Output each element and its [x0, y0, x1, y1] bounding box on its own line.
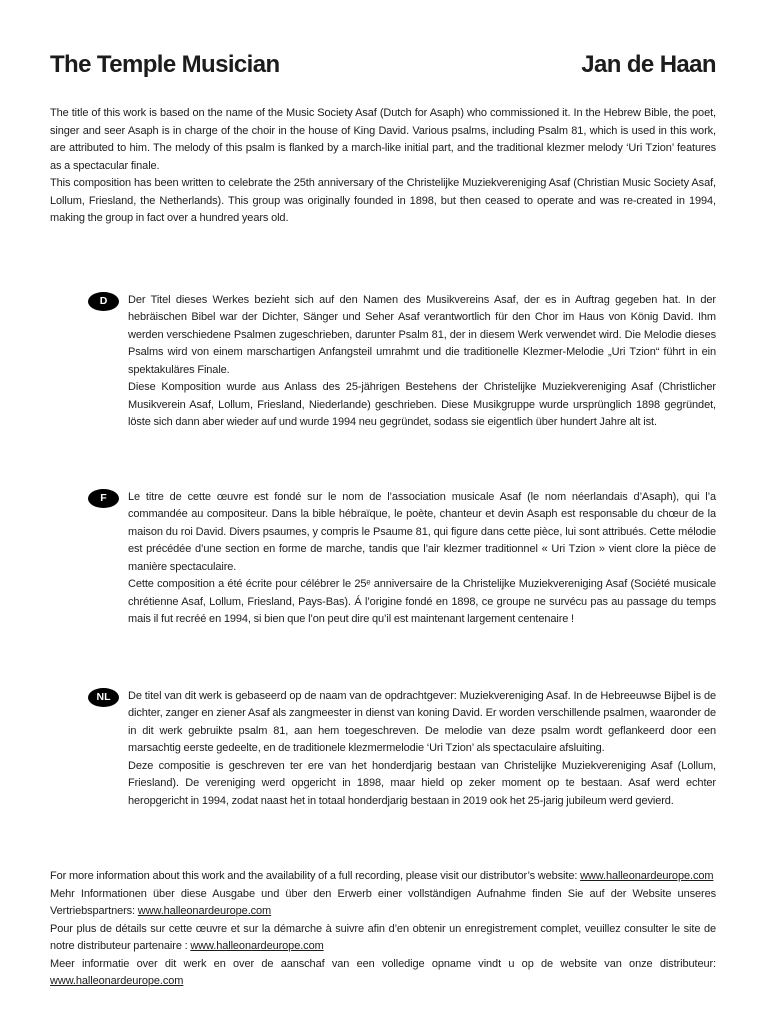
lang-section-german — [50, 292, 716, 432]
footer-text-nl: Meer informatie over dit werk en over de aanschaf van een volledige opname vindt u op de website van onze distributeur: — [50, 957, 716, 970]
distributor-link-en[interactable]: www.halleonardeurope.com — [580, 870, 714, 883]
distributor-link-de[interactable]: www.halleonardeurope.com — [137, 905, 272, 918]
footer-text-de: Mehr Informationen über diese Ausgabe und über den Erwerb einer vollständigen Aufnahme finden Sie auf der Website unseres Vertriebspartners: — [50, 887, 716, 918]
footer-text-en: For more information about this work and the availability of a full recording, please visit our distributor’s website: — [50, 870, 581, 883]
footer-entry-fr — [50, 921, 716, 956]
section-text-french — [128, 489, 716, 629]
composer-name: Jan de Haan — [581, 51, 716, 78]
intro-paragraph: This composition has been written to celebrate the 25th anniversary of the Christelijke Muziekvereniging Asaf (Christian Music Society Asaf, Lollum, Friesland, the Netherlands). This group was originally founded in 1898, but then ceased to operate and was re-created in 1994, making the group in fact over a hundred years old. — [50, 177, 716, 225]
section-paragraph: De titel van dit werk is gebaseerd op de naam van de opdrachtgever: Muziekvereniging Asaf. In de Hebreeuwse Bijbel is de dichter, zanger en ziener Asaf als zangmeester in dienst van koning David. Er worden verschillende psalmen, waaronder de in dit werk gebruikte psalm 81, aan hem toegeschreven. De melodie van deze psalm wordt geflankeerd door een marsachtig eerste gedeelte, en de traditionele klezmermelodie ‘Uri Tzion’ als spectaculaire afsluiting. — [128, 689, 716, 755]
badge-column — [88, 489, 128, 508]
lang-badge-d: D — [88, 292, 119, 311]
footer-entry-de — [50, 886, 716, 921]
footer-entry-nl — [50, 956, 716, 991]
intro-paragraph: The title of this work is based on the name of the Music Society Asaf (Dutch for Asaph) who commissioned it. In the Hebrew Bible, the poet, singer and seer Asaph is in charge of the choir in the house of King David. Various psalms, including Psalm 81, which is used in this work, are attributed to him. The melody of this psalm is flanked by a march-like initial part, and the traditional klezmer melody ‘Uri Tzion’ features as a spectacular finale. — [50, 107, 716, 172]
lang-badge-f: F — [88, 489, 119, 508]
header — [50, 52, 716, 78]
section-paragraph: Diese Komposition wurde aus Anlass des 25-jährigen Bestehens der Christelijke Muziekvereniging Asaf (Christlicher Musikverein Asaf, Lollum, Friesland, Niederlande) geschrieben. Diese Musikgruppe wurde ursprünglich 1898 gegründet, löste sich dann aber wieder auf und wurde 1994 neu gegründet, sodass sie eigentlich über hundert Jahre alt ist. — [128, 381, 716, 429]
intro-english — [50, 105, 716, 228]
section-paragraph: Der Titel dieses Werkes bezieht sich auf den Namen des Musikvereins Asaf, der es in Auftrag gegeben hat. In der hebräischen Bibel war der Dichter, Sänger und Seher Asaf verantwortlich für den Chor im Haus von König David. Ihm werden verschiedene Psalmen zugeschrieben, darunter Psalm 81, der in diesem Werk verwendet wird. Die Melodie dieses Psalms wird von einem marschartigen Anfangsteil umrahmt und die traditionelle Klezmer-Melodie „Uri Tzion“ führt in ein spektakuläres Finale. — [128, 293, 716, 376]
section-text-dutch — [128, 688, 716, 811]
badge-column — [88, 688, 128, 707]
lang-section-dutch — [50, 688, 716, 811]
lang-badge-nl: NL — [88, 688, 119, 707]
section-text-german — [128, 292, 716, 432]
distributor-link-fr[interactable]: www.halleonardeurope.com — [190, 940, 324, 953]
footer-entry-en — [50, 868, 716, 886]
badge-column — [88, 292, 128, 311]
distributor-footer — [50, 868, 716, 991]
section-paragraph: Deze compositie is geschreven ter ere van het honderdjarig bestaan van Christelijke Muziekvereniging Asaf (Lollum, Friesland). De vereniging werd opgericht in 1898, maar hield op zeker moment op te bestaan. Asaf werd echter heropgericht in 1994, zodat naast het in totaal honderdjarig bestaan in 2019 ook het 25-jarig jubileum werd gevierd. — [128, 759, 716, 807]
lang-section-french — [50, 489, 716, 629]
distributor-link-nl[interactable]: www.halleonardeurope.com — [50, 975, 184, 988]
section-paragraph: Cette composition a été écrite pour célébrer le 25ᵉ anniversaire de la Christelijke Muziekvereniging Asaf (Société musicale chrétienne Asaf, Lollum, Friesland, Pays-Bas). Á l’origine fondé en 1898, ce groupe ne survécu pas au passage du temps mais il fut recréé en 1994, si bien que l’on peut dire qu’il est maintenant largement centenaire ! — [128, 578, 716, 626]
page-title: The Temple Musician — [50, 51, 280, 78]
section-paragraph: Le titre de cette œuvre est fondé sur le nom de l’association musicale Asaf (le nom néerlandais d’Asaph), qui l’a commandée au compositeur. Dans la bible hébraïque, le poète, chanteur et devin Asaph est responsable du chœur de la maison du roi David. Divers psaumes, y compris le Psaume 81, qui figure dans cette pièce, lui sont attribués. Cette mélodie est précédée d’une section en forme de marche, tandis que l’air klezmer traditionnel « Uri Tzion » vient clore la pièce de manière spectaculaire. — [128, 490, 716, 573]
footer-text-fr: Pour plus de détails sur cette œuvre et sur la démarche à suivre afin d’en obtenir un enregistrement complet, veuillez consulter le site de notre distributeur partenaire : — [50, 922, 716, 953]
